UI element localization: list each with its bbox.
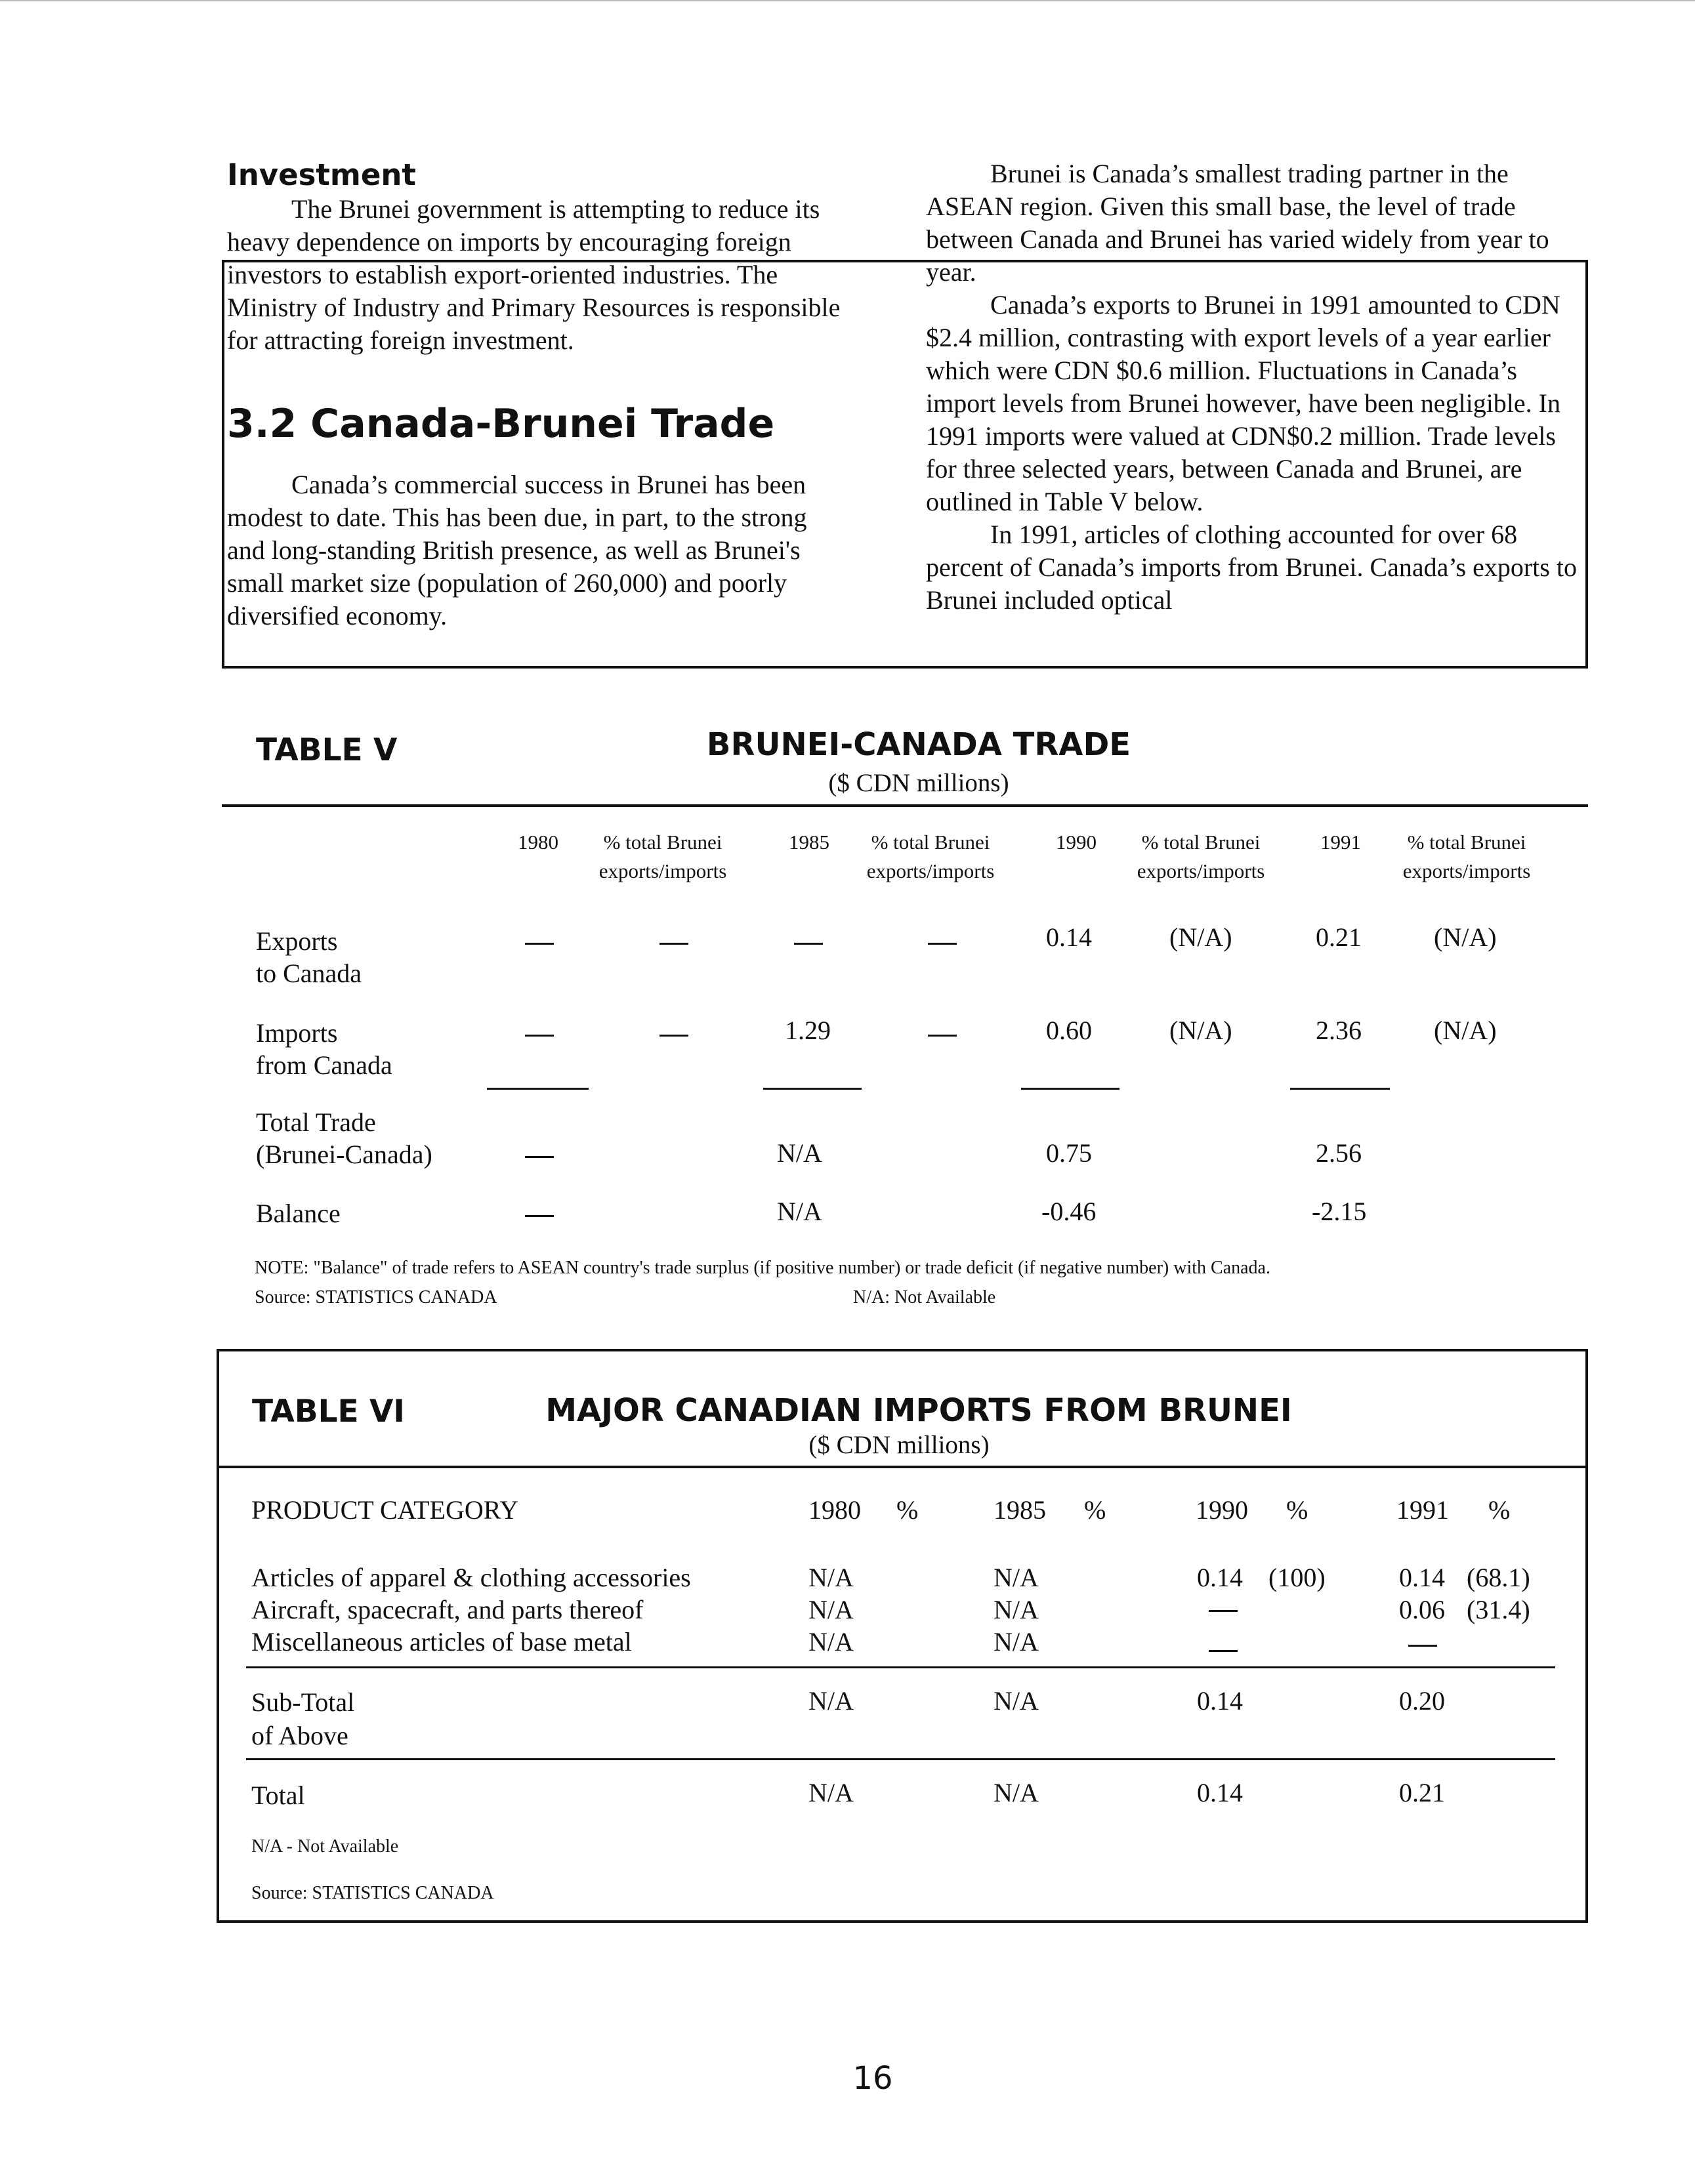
t5-underline-1985 [763, 1088, 862, 1090]
t6-total-1980: N/A [808, 1778, 854, 1807]
t5-imports-pct1991: (N/A) [1434, 1016, 1497, 1045]
t6-header-1985: 1985 [994, 1495, 1046, 1525]
t5-header-1991: 1991 [1320, 831, 1361, 854]
t6-na-note: N/A - Not Available [251, 1836, 399, 1857]
t5-balance-1991: -2.15 [1312, 1197, 1367, 1226]
t6-row-metal-label: Miscellaneous articles of base metal [251, 1627, 632, 1657]
t6-header-pct-1990: % [1286, 1495, 1308, 1525]
table-v-unit: ($ CDN millions) [828, 769, 1009, 797]
table-vi-header-rule [217, 1466, 1588, 1468]
t6-row-apparel-pct1991: (68.1) [1467, 1563, 1530, 1592]
t6-aircraft-1990-dash [1209, 1610, 1238, 1612]
t5-header-pct-1980: % total Brunei exports/imports [598, 831, 727, 882]
t6-source: Source: STATISTICS CANADA [251, 1883, 494, 1903]
t5-balance-1985: N/A [777, 1197, 822, 1226]
t6-header-pct-1980: % [896, 1495, 919, 1525]
t6-row-metal-1980: N/A [808, 1627, 854, 1657]
t6-subtotal-1980: N/A [808, 1686, 854, 1716]
t5-source: Source: STATISTICS CANADA [255, 1287, 497, 1308]
t6-row-aircraft-1980: N/A [808, 1595, 854, 1624]
t6-total-1985: N/A [994, 1778, 1039, 1807]
t6-total-1990: 0.14 [1197, 1778, 1243, 1807]
t5-na-note: N/A: Not Available [853, 1287, 996, 1308]
t6-row-apparel-pct1990: (100) [1268, 1563, 1326, 1592]
trade-paragraph: Canada’s commercial success in Brunei has been modest to date. This has been due, in part, to the strong and long-standing British presence, as well as Brunei's small market size (population of 260,000) and poorly diversified economy. [227, 470, 807, 630]
t5-exports-1990: 0.14 [1046, 922, 1092, 952]
table-v-title: BRUNEI-CANADA TRADE [706, 726, 1131, 763]
t5-row-imports-label2: from Canada [256, 1050, 392, 1080]
t5-exports-1985-dash [794, 943, 823, 945]
t5-header-pct-1985: % total Brunei exports/imports [866, 831, 995, 882]
table-vi-title: MAJOR CANADIAN IMPORTS FROM BRUNEI [545, 1392, 1292, 1429]
right-paragraph-1: Brunei is Canada’s smallest trading partner in the ASEAN region. Given this small base, the level of trade between Canada and Brunei has varied widely from year to year. [926, 159, 1549, 287]
t6-header-pct-1991: % [1488, 1495, 1511, 1525]
t5-imports-1980-dash [525, 1035, 554, 1037]
t6-row-metal-1985: N/A [994, 1627, 1039, 1657]
t6-row-apparel-1985: N/A [994, 1563, 1039, 1592]
t5-header-1990: 1990 [1056, 831, 1097, 854]
t5-imports-pct1990: (N/A) [1169, 1016, 1232, 1045]
t5-row-total-label: Total Trade [256, 1107, 376, 1137]
t6-total-label: Total [251, 1781, 305, 1810]
t6-header-pct-1985: % [1084, 1495, 1106, 1525]
t5-exports-1980-dash [525, 943, 554, 945]
right-paragraph-2: Canada’s exports to Brunei in 1991 amounted to CDN $2.4 million, contrasting with export levels of a year earlier which were CDN $0.6 million. Fluctuations in Canada’s import levels from Brunei however, have been negligible. In 1991 imports were valued at CDN$0.2 million. Trade levels for three selected years, between Canada and Brunei, are outlined in Table V below. [926, 290, 1560, 516]
table-v-header-rule [222, 804, 1588, 807]
t6-row-apparel-1991: 0.14 [1399, 1563, 1445, 1592]
t6-row-apparel-1980: N/A [808, 1563, 854, 1592]
t6-row-aircraft-label: Aircraft, spacecraft, and parts thereof [251, 1595, 644, 1624]
page-number: 16 [852, 2060, 893, 2097]
table-v-box [222, 260, 1588, 669]
t6-metal-1990-dash [1209, 1650, 1238, 1652]
t6-subtotal-1991: 0.20 [1399, 1686, 1445, 1716]
t5-row-exports-label: Exports [256, 926, 338, 956]
t5-imports-1991: 2.36 [1316, 1016, 1362, 1045]
t5-imports-1985: 1.29 [785, 1016, 831, 1045]
t6-row-aircraft-pct1991: (31.4) [1467, 1595, 1530, 1624]
t6-total-1991: 0.21 [1399, 1778, 1445, 1807]
section-heading: 3.2 Canada-Brunei Trade [227, 401, 775, 447]
t6-subtotal-1990: 0.14 [1197, 1686, 1243, 1716]
top-edge-line [0, 0, 1695, 1]
t6-rule-before-total [246, 1758, 1555, 1760]
t5-total-1991: 2.56 [1316, 1138, 1362, 1168]
t6-subtotal-label2: of Above [251, 1721, 348, 1750]
t5-imports-pct1985-dash [928, 1035, 957, 1037]
t6-header-1990: 1990 [1196, 1495, 1248, 1525]
t5-row-imports-label: Imports [256, 1018, 338, 1048]
right-paragraph-3: In 1991, articles of clothing accounted for over 68 percent of Canada’s imports from Brunei. Canada’s exports to Brunei included optical [926, 520, 1577, 615]
t6-metal-1991-dash [1408, 1645, 1437, 1647]
t5-balance-1990: -0.46 [1041, 1197, 1097, 1226]
t5-exports-pct1990: (N/A) [1169, 922, 1232, 952]
t5-row-balance-label: Balance [256, 1199, 341, 1228]
t5-header-pct-1990: % total Brunei exports/imports [1137, 831, 1265, 882]
t5-total-1985: N/A [777, 1138, 822, 1168]
t5-exports-pct1985-dash [928, 943, 957, 945]
t5-exports-pct1980-dash [659, 943, 688, 945]
t6-row-apparel-1990: 0.14 [1197, 1563, 1243, 1592]
t5-underline-1980 [487, 1088, 589, 1090]
table-v-label: TABLE V [256, 732, 398, 768]
t5-header-1980: 1980 [518, 831, 558, 854]
t6-header-category: PRODUCT CATEGORY [251, 1495, 519, 1525]
investment-heading: Investment [227, 157, 416, 192]
t5-imports-pct1980-dash [659, 1035, 688, 1037]
t6-row-apparel-label: Articles of apparel & clothing accessories [251, 1563, 691, 1592]
t5-total-1990: 0.75 [1046, 1138, 1092, 1168]
table-vi-label: TABLE VI [252, 1393, 405, 1430]
t5-header-1985: 1985 [789, 831, 829, 854]
t6-row-aircraft-1985: N/A [994, 1595, 1039, 1624]
investment-paragraph: The Brunei government is attempting to reduce its heavy dependence on imports by encouraging foreign investors to establish export-oriented industries. The Ministry of Industry and Primary Resources is responsible for attracting foreign investment. [227, 194, 841, 355]
t5-underline-1991 [1290, 1088, 1390, 1090]
t6-subtotal-label: Sub-Total [251, 1687, 355, 1717]
t5-header-pct-1991: % total Brunei exports/imports [1402, 831, 1531, 882]
t5-exports-1991: 0.21 [1316, 922, 1362, 952]
t6-row-aircraft-1991: 0.06 [1399, 1595, 1445, 1624]
t6-header-1991: 1991 [1396, 1495, 1449, 1525]
t6-rule-before-subtotal [246, 1666, 1555, 1668]
t5-row-total-label2: (Brunei-Canada) [256, 1140, 432, 1169]
t6-subtotal-1985: N/A [994, 1686, 1039, 1716]
t5-imports-1990: 0.60 [1046, 1016, 1092, 1045]
table-vi-unit: ($ CDN millions) [808, 1431, 990, 1459]
t5-balance-1980-dash [525, 1215, 554, 1217]
t5-exports-pct1991: (N/A) [1434, 922, 1497, 952]
t5-total-1980-dash [525, 1156, 554, 1158]
t6-header-1980: 1980 [808, 1495, 861, 1525]
t5-underline-1990 [1021, 1088, 1120, 1090]
t5-note: NOTE: "Balance" of trade refers to ASEAN country's trade surplus (if positive number) or trade deficit (if negative number) with Canada. [255, 1258, 1270, 1278]
t5-row-exports-label2: to Canada [256, 958, 362, 988]
